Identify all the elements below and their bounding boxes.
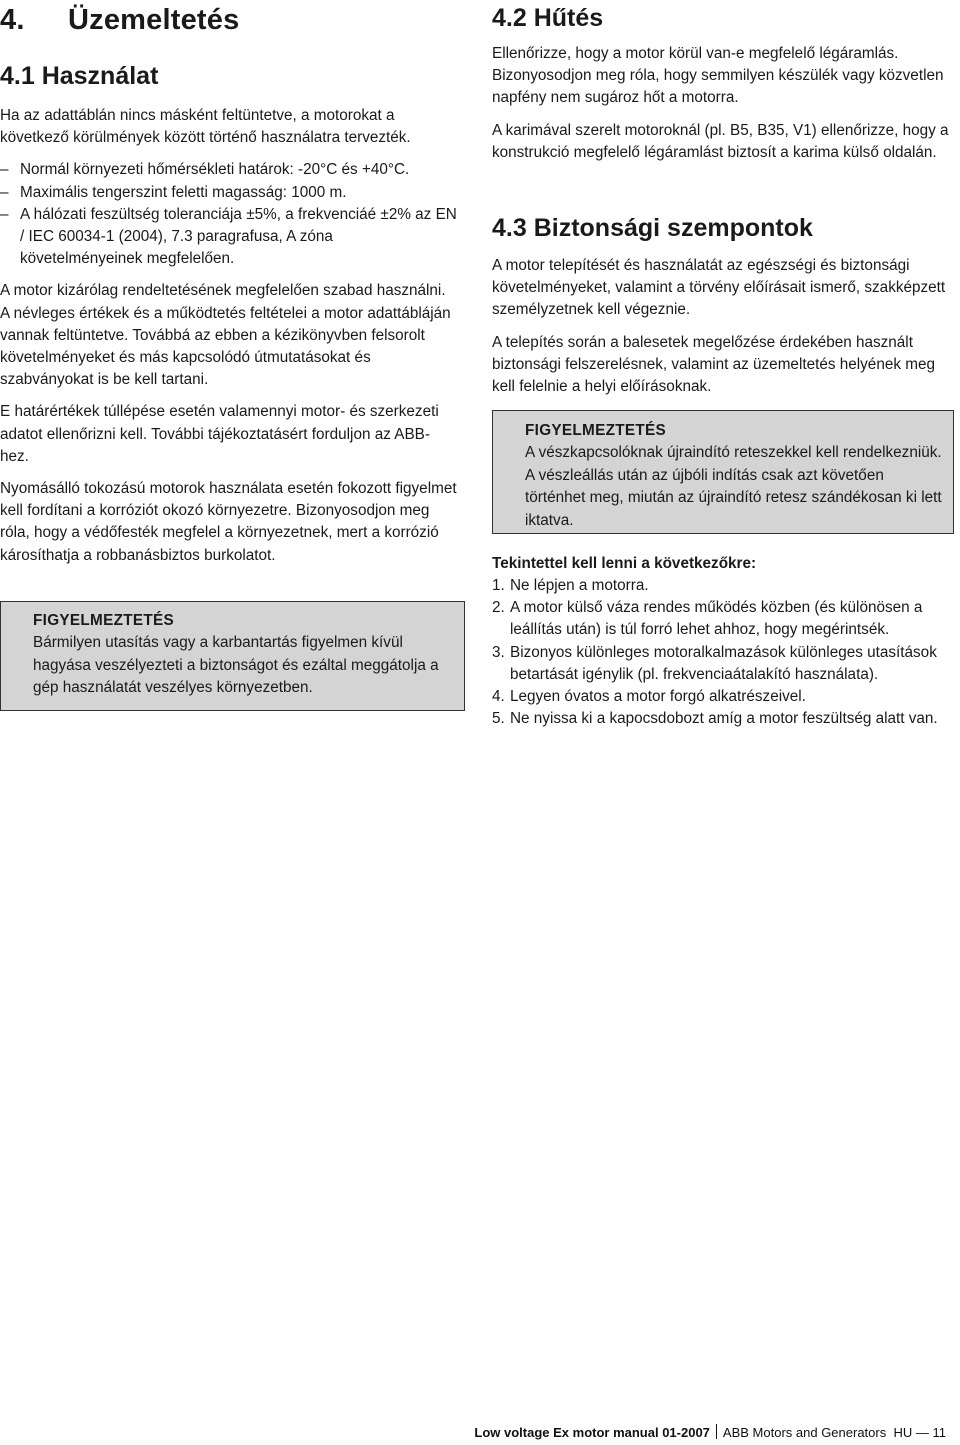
list-item	[492, 708, 954, 730]
list-item-text: Bizonyos különleges motoralkalmazások különleges utasítások betartását igénylik (pl. frekvenciaátalakító használata).	[510, 643, 937, 683]
caution-list	[492, 575, 954, 730]
conditions-list	[0, 159, 458, 270]
section-4-1-para2: E határértékek túllépése esetén valamennyi motor- és szerkezeti adatot ellenőrizni kell. További tájékoztatásért forduljon az ABB-hez.	[0, 403, 439, 465]
chapter-number: 4.	[0, 4, 25, 36]
section-4-2-title: 4.2 Hűtés	[492, 4, 604, 32]
list-item-text: Ne lépjen a motorra.	[510, 577, 649, 594]
chapter-heading	[0, 2, 239, 38]
footer-page-separator: —	[915, 1425, 929, 1440]
section-4-3-para1: A motor telepítését és használatát az egészségi és biztonsági követelményeket, valamint a törvény előírásait ismerő, szakképzett személyzetnek kell végeznie.	[492, 257, 946, 319]
section-4-1-title: 4.1 Használat	[0, 62, 159, 90]
list-number: 1.	[492, 577, 505, 594]
caution-title: Tekintettel kell lenni a következőkre:	[492, 555, 757, 572]
list-number: 4.	[492, 688, 505, 706]
list-item-text: Legyen óvatos a motor forgó alkatrészeivel.	[510, 688, 806, 706]
caution-section	[492, 553, 954, 730]
list-item	[492, 575, 954, 597]
section-4-2-para2: A karimával szerelt motoroknál (pl. B5, B35, V1) ellenőrizze, hogy a konstrukció megfelelő légáramlást biztosít a karima külső oldalán.	[492, 121, 949, 161]
page-footer	[474, 1424, 946, 1440]
list-item-text: A hálózati feszültség toleranciája ±5%, a frekvenciáé ±2% az EN / IEC 60034-1 (2004), 7.3 paragrafusa, A zóna követelményeinek megfelelően.	[20, 205, 457, 268]
section-4-1-para3: Nyomásálló tokozású motorok használata esetén fokozott figyelmet kell fordítani a korróziót okozó környezetre. Bizonyosodjon meg róla, hogy a védőfesték megfelel a környezetnek, mert a korrózió károsíthatja a robbanásbiztos burkolatot.	[0, 480, 457, 564]
list-item-text: A motor külső váza rendes működés közben (és különösen a leállítás után) is túl forró lehet ahhoz, hogy megérintsék.	[510, 599, 923, 639]
list-item	[0, 182, 458, 204]
section-4-3-body	[492, 255, 954, 398]
list-item	[0, 159, 458, 181]
section-4-2-body	[492, 43, 954, 164]
list-item-text: Maximális tengerszint feletti magasság: 1000 m.	[20, 183, 347, 201]
dash-bullet: –	[0, 205, 9, 223]
list-item	[492, 642, 954, 686]
section-4-1-para1: A motor kizárólag rendeltetésének megfelelően szabad használni. A névleges értékek és a működtetés feltételei a motor adattábláján vannak feltüntetve. Továbbá az ebben a kézikönyvben felsorolt követelményeket és más kapcsolódó útmutatásokat és szabványokat is be kell tartani.	[0, 282, 451, 389]
dash-bullet: –	[0, 183, 9, 201]
list-number: 2.	[492, 599, 505, 617]
warning-text: A vészkapcsolóknak újraindító reteszekkel kell rendelkezniük. A vészleállás után az újbóli indítás csak azt követően történhet meg, miután az újraindító retesz szándékosan ki lett iktatva.	[525, 444, 942, 529]
footer-divider	[716, 1424, 717, 1439]
chapter-title: Üzemeltetés	[68, 4, 240, 36]
warning-title: FIGYELMEZTETÉS	[525, 422, 667, 439]
footer-company: ABB Motors and Generators	[722, 1425, 887, 1440]
list-item	[492, 686, 954, 708]
list-number: 5.	[492, 710, 505, 728]
dash-bullet: –	[0, 161, 9, 179]
list-number: 3.	[492, 643, 505, 661]
list-item	[0, 204, 458, 271]
footer-manual-title: Low voltage Ex motor manual 01-2007	[474, 1425, 710, 1440]
section-4-1-body	[0, 105, 458, 567]
list-item-text: Ne nyissa ki a kapocsdobozt amíg a motor feszültség alatt van.	[510, 710, 938, 728]
section-4-2-para1: Ellenőrizze, hogy a motor körül van-e megfelelő légáramlás. Bizonyosodjon meg róla, hogy semmilyen készülék vagy közvetlen napfény nem sugároz hőt a motorra.	[492, 45, 944, 107]
section-4-3-para2: A telepítés során a balesetek megelőzése érdekében használt biztonsági felszerelésnek, valamint az üzemeltetés helyének meg kell felelnie a helyi előírásoknak.	[492, 333, 935, 396]
warning-title: FIGYELMEZTETÉS	[33, 612, 175, 629]
warning-box-left	[0, 601, 465, 711]
list-item-text: Normál környezeti hőmérsékleti határok: -20°C és +40°C.	[20, 161, 410, 179]
footer-page-number: 11	[932, 1425, 946, 1440]
section-4-1-intro: Ha az adattáblán nincs másként feltüntetve, a motorokat a következő körülmények között történő használatra tervezték.	[0, 107, 411, 147]
warning-box-right	[492, 410, 954, 534]
section-4-3-title: 4.3 Biztonsági szempontok	[492, 214, 813, 242]
footer-language: HU	[893, 1425, 913, 1440]
list-item	[492, 597, 954, 641]
warning-text: Bármilyen utasítás vagy a karbantartás figyelmen kívül hagyása veszélyezteti a biztonságot és ezáltal meggátolja a gép használatát veszélyes környezetben.	[33, 634, 439, 697]
